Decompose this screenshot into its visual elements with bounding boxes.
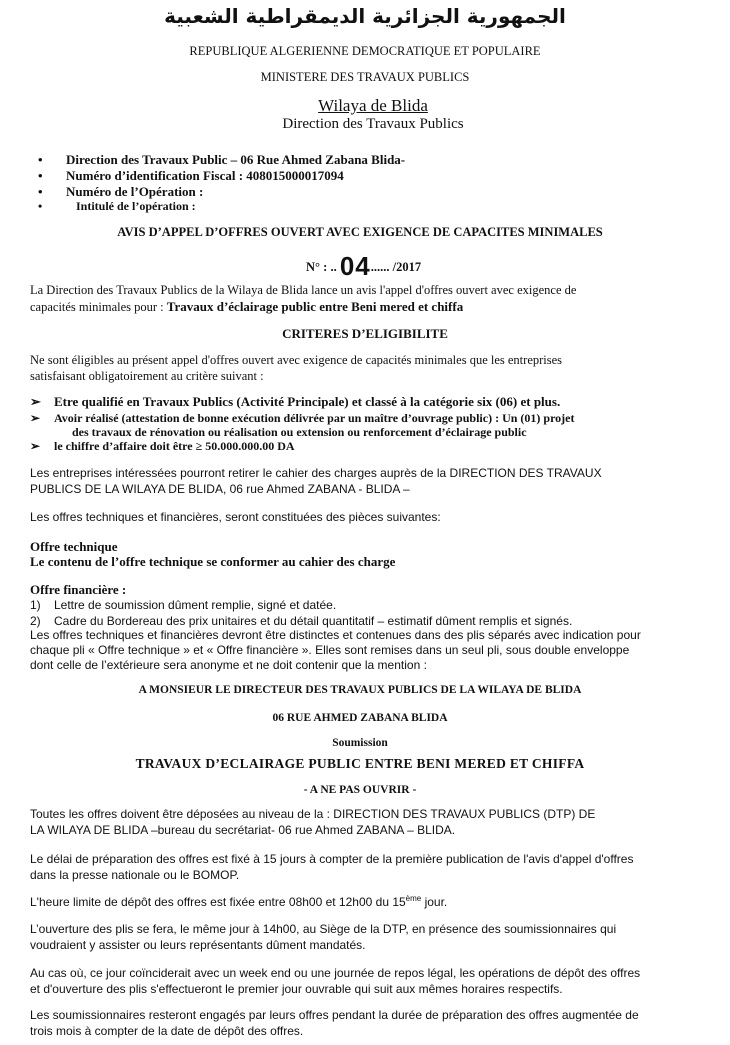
ministry-heading: MINISTERE DES TRAVAUX PUBLICS bbox=[260, 70, 470, 84]
offre-technique-title: Offre technique bbox=[30, 539, 118, 554]
direction-heading: Direction des Travaux Publics bbox=[282, 116, 464, 132]
arabic-title: الجمهورية الجزائرية الديمقراطية الشعبية bbox=[164, 4, 566, 28]
criteria-item: ➢ Etre qualifié en Travaux Publics (Activité Principale) et classé à la catégorie six (06) et plus. bbox=[30, 394, 561, 409]
arrow-bullet-icon: ➢ bbox=[30, 439, 41, 453]
bullet-icon: • bbox=[38, 168, 43, 183]
avis-number-value: 04 bbox=[339, 251, 371, 281]
criteria-item: ➢ le chiffre d’affaire doit être ≥ 50.000.000.00 DA bbox=[30, 439, 295, 453]
mention-addressee: A MONSIEUR LE DIRECTEUR DES TRAVAUX PUBLICS DE LA WILAYA DE BLIDA bbox=[138, 684, 582, 696]
criteria-item: ➢ Avoir réalisé (attestation de bonne exécution délivrée par un maître d’ouvrage public) : Un (01) projet bbox=[30, 411, 575, 425]
delai-line-1: Le délai de préparation des offres est fixé à 15 jours à compter de la première publication de l'avis d'appel d'offres bbox=[30, 852, 634, 866]
plis-text-3: dont celle de l’extérieure sera anonyme et ne doit contenir que la mention : bbox=[30, 658, 427, 672]
info-bullet-nif: • Numéro d’identification Fiscal : 408015000017094 bbox=[38, 168, 344, 183]
arrow-bullet-icon: ➢ bbox=[30, 394, 41, 409]
offre-financiere-item: 2) Cadre du Bordereau des prix unitaires et du détail quantitatif – estimatif dûment remplis et signés. bbox=[30, 614, 573, 628]
mention-address: 06 RUE AHMED ZABANA BLIDA bbox=[272, 712, 448, 724]
criteria-lead-1: Ne sont éligibles au présent appel d'offres ouvert avec exigence de capacités minimales que les entreprises bbox=[30, 353, 563, 367]
plis-text-2: chaque pli « Offre technique » et « Offre financière ». Elles sont remises dans un seul pli, sous double enveloppe bbox=[30, 643, 630, 657]
delai-line-2: dans la presse nationale ou le BOMOP. bbox=[30, 868, 240, 882]
intro-line-2: capacités minimales pour : Travaux d’éclairage public entre Beni mered et chiffa bbox=[30, 299, 464, 314]
intro-line-1: La Direction des Travaux Publics de la Wilaya de Blida lance un avis l'appel d'offres ouvert avec exigence de bbox=[30, 283, 577, 297]
avis-number: N° : .. 04...... /2017 bbox=[306, 251, 422, 281]
offre-technique-text: Le contenu de l’offre technique se conformer au cahier des charge bbox=[30, 554, 396, 569]
depot-line-1: Toutes les offres doivent être déposées au niveau de la : DIRECTION DES TRAVAUX PUBLICS (DTP) DE bbox=[30, 807, 596, 821]
mention-project: TRAVAUX D’ECLAIRAGE PUBLIC ENTRE BENI MERED ET CHIFFA bbox=[135, 756, 585, 771]
constitution-text: Les offres techniques et financières, seront constituées des pièces suivantes: bbox=[30, 510, 441, 524]
engagement-line-1: Les soumissionnaires resteront engagés par leurs offres pendant la durée de préparation des offres augmentée de bbox=[30, 1008, 639, 1022]
plis-text-1: Les offres techniques et financières devront être distinctes et contenues dans des plis séparés avec indication pour bbox=[30, 628, 641, 642]
weekend-line-1: Au cas où, ce jour coïnciderait avec un week end ou une journée de repos légal, les opérations de dépôt des offres bbox=[30, 966, 641, 980]
wilaya-heading: Wilaya de Blida bbox=[318, 96, 428, 115]
offre-financiere-title: Offre financière : bbox=[30, 582, 127, 597]
criteria-item-continuation: des travaux de rénovation ou réalisation ou extension ou renforcement d’éclairage public bbox=[72, 425, 527, 439]
heure-limite: L'heure limite de dépôt des offres est fixée entre 08h00 et 12h00 du 15ème jour. bbox=[30, 894, 448, 909]
avis-title: AVIS D’APPEL D’OFFRES OUVERT AVEC EXIGENCE DE CAPACITES MINIMALES bbox=[117, 225, 603, 239]
mention-soumission: Soumission bbox=[332, 737, 388, 749]
weekend-line-2: et d'ouverture des plis s'effectueront le premier jour ouvrable qui suit aux mêmes horaires respectifs. bbox=[30, 982, 563, 996]
mention-warning: - A NE PAS OUVRIR - bbox=[303, 784, 417, 796]
bullet-icon: • bbox=[38, 199, 43, 213]
bullet-icon: • bbox=[38, 184, 43, 199]
republic-heading: REPUBLIQUE ALGERIENNE DEMOCRATIQUE ET POPULAIRE bbox=[189, 44, 541, 58]
arrow-bullet-icon: ➢ bbox=[30, 411, 41, 425]
info-bullet-operation-title: • Intitulé de l’opération : bbox=[38, 199, 196, 213]
ouverture-line-2: voudraient y assister ou leurs représentants dûment mandatés. bbox=[30, 938, 366, 952]
engagement-line-2: trois mois à compter de la date de dépôt des offres. bbox=[30, 1024, 304, 1038]
criteria-title: CRITERES D’ELIGIBILITE bbox=[282, 326, 448, 341]
offre-financiere-item: 1) Lettre de soumission dûment remplie, signé et datée. bbox=[30, 598, 337, 612]
retrait-line-2: PUBLICS DE LA WILAYA DE BLIDA, 06 rue Ahmed ZABANA - BLIDA – bbox=[30, 482, 410, 496]
criteria-lead-2: satisfaisant obligatoirement au critère suivant : bbox=[30, 369, 264, 383]
depot-line-2: LA WILAYA DE BLIDA –bureau du secrétariat- 06 rue Ahmed ZABANA – BLIDA. bbox=[30, 823, 456, 837]
info-bullet-address: • Direction des Travaux Public – 06 Rue Ahmed Zabana Blida- bbox=[38, 152, 406, 167]
info-bullet-operation-number: • Numéro de l’Opération : bbox=[38, 184, 204, 199]
ouverture-line-1: L’ouverture des plis se fera, le même jour à 14h00, au Siège de la DTP, en présence des soumissionnaires qui bbox=[30, 922, 617, 936]
bullet-icon: • bbox=[38, 152, 43, 167]
retrait-line-1: Les entreprises intéressées pourront retirer le cahier des charges auprès de la DIRECTION DES TRAVAUX bbox=[30, 466, 602, 480]
